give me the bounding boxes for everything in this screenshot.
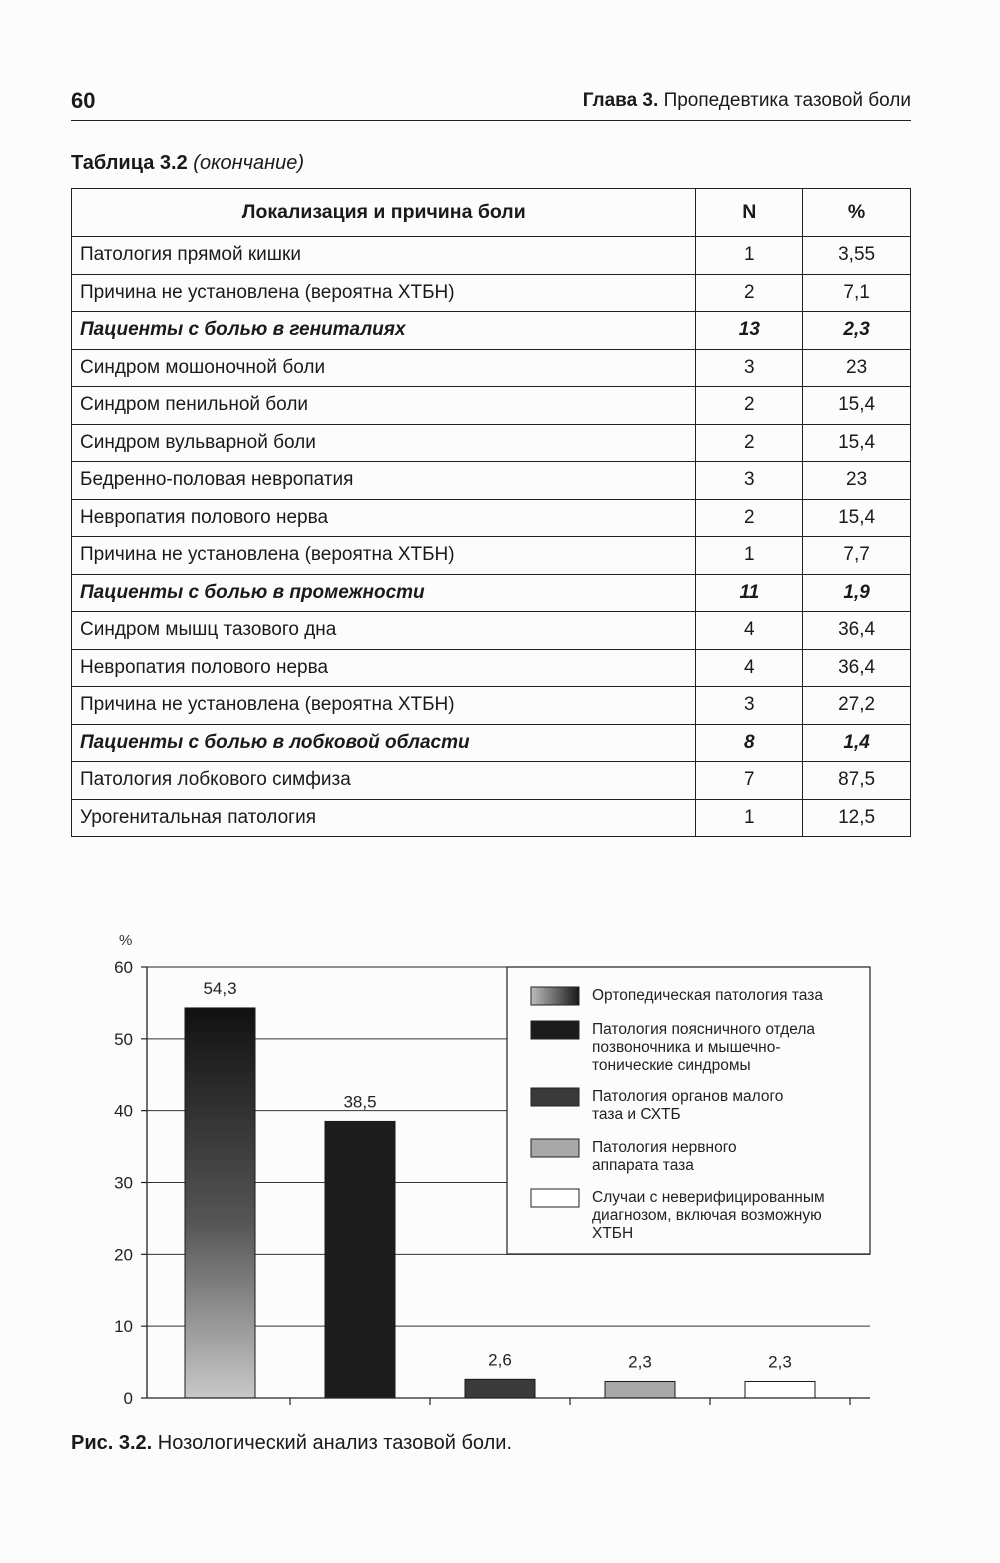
row-label: Синдром вульварной боли — [72, 424, 696, 462]
legend-entry-line: таза и СХТБ — [592, 1106, 681, 1123]
row-n: 1 — [696, 799, 803, 837]
row-percent: 87,5 — [803, 762, 911, 800]
row-percent: 12,5 — [803, 799, 911, 837]
y-tick-label: 50 — [114, 1029, 133, 1049]
bar — [185, 1008, 255, 1398]
running-head — [583, 90, 911, 112]
row-percent: 3,55 — [803, 237, 911, 275]
figure-caption-label: Рис. 3.2. — [71, 1432, 153, 1454]
y-tick-label: 60 — [114, 958, 133, 977]
row-label: Невропатия полового нерва — [72, 499, 696, 537]
legend-swatch — [531, 1021, 579, 1039]
figure-caption — [71, 1432, 512, 1455]
legend-entry-line: Случаи с неверифицированным — [592, 1189, 825, 1206]
bar — [465, 1379, 535, 1398]
bar-chart — [0, 920, 1000, 1420]
row-percent: 36,4 — [803, 649, 911, 687]
table-title-label: Таблица 3.2 — [71, 152, 188, 174]
row-percent: 7,1 — [803, 274, 911, 312]
legend-swatch — [531, 987, 579, 1005]
legend-entry-line: Патология поясничного отдела — [592, 1021, 816, 1038]
row-percent: 2,3 — [803, 312, 911, 350]
row-n: 2 — [696, 424, 803, 462]
page-number: 60 — [71, 88, 96, 113]
table-group-row — [72, 724, 911, 762]
row-label: Синдром мышц тазового дна — [72, 612, 696, 650]
legend-entry-line: диагнозом, включая возможную — [592, 1207, 822, 1224]
table-row — [72, 799, 911, 837]
row-label: Причина не установлена (вероятна ХТБН) — [72, 274, 696, 312]
row-n: 8 — [696, 724, 803, 762]
row-n: 3 — [696, 687, 803, 725]
data-table — [71, 188, 911, 837]
row-n: 13 — [696, 312, 803, 350]
legend-swatch — [531, 1189, 579, 1207]
chapter-label: Глава 3. — [582, 90, 659, 111]
column-header-percent: % — [803, 189, 911, 237]
row-label: Бедренно-половая невропатия — [72, 462, 696, 500]
y-tick-label: 20 — [114, 1245, 133, 1265]
table-row — [72, 462, 911, 500]
row-n: 3 — [696, 462, 803, 500]
legend-entry-line: позвоночника и мышечно- — [592, 1039, 781, 1056]
y-tick-label: 10 — [114, 1317, 133, 1337]
row-percent: 36,4 — [803, 612, 911, 650]
table-row — [72, 612, 911, 650]
legend-entry — [592, 987, 823, 1004]
row-n: 2 — [696, 499, 803, 537]
table-row — [72, 274, 911, 312]
row-percent: 1,9 — [803, 574, 911, 612]
y-tick-label: 40 — [114, 1101, 133, 1121]
table-row — [72, 762, 911, 800]
legend-swatch — [531, 1139, 579, 1157]
row-label: Синдром мошоночной боли — [72, 349, 696, 387]
row-n: 1 — [696, 237, 803, 275]
bar-value-label: 38,5 — [343, 1092, 377, 1112]
row-label: Синдром пенильной боли — [72, 387, 696, 425]
bar — [605, 1381, 675, 1398]
page-header — [71, 88, 911, 121]
column-header-n: N — [696, 189, 803, 237]
bar-value-label: 2,6 — [488, 1350, 512, 1370]
row-label: Патология прямой кишки — [72, 237, 696, 275]
table-row — [72, 499, 911, 537]
bar-value-label: 54,3 — [203, 978, 237, 998]
row-n: 4 — [696, 649, 803, 687]
table-title — [71, 152, 304, 175]
row-percent: 23 — [803, 349, 911, 387]
row-label: Причина не установлена (вероятна ХТБН) — [72, 687, 696, 725]
table-body — [72, 237, 911, 837]
legend-entry-line: Патология органов малого — [592, 1088, 784, 1105]
bar-value-label: 2,3 — [628, 1352, 652, 1372]
row-n: 7 — [696, 762, 803, 800]
table-row — [72, 349, 911, 387]
bar — [325, 1121, 395, 1398]
row-label: Пациенты с болью в лобковой области — [72, 724, 696, 762]
table-row — [72, 537, 911, 575]
table-row — [72, 687, 911, 725]
chapter-title: Пропедевтика тазовой боли — [663, 90, 911, 111]
legend-entry-line: аппарата таза — [592, 1157, 694, 1174]
legend-entry-line: Патология нервного — [592, 1139, 737, 1156]
table-row — [72, 387, 911, 425]
table-group-row — [72, 574, 911, 612]
bar-value-label: 2,3 — [768, 1352, 792, 1372]
row-percent: 27,2 — [803, 687, 911, 725]
row-percent: 15,4 — [803, 387, 911, 425]
row-n: 3 — [696, 349, 803, 387]
row-n: 11 — [696, 574, 803, 612]
row-label: Невропатия полового нерва — [72, 649, 696, 687]
row-percent: 15,4 — [803, 424, 911, 462]
table-group-row — [72, 312, 911, 350]
row-label: Урогенитальная патология — [72, 799, 696, 837]
row-label: Пациенты с болью в промежности — [72, 574, 696, 612]
table-row — [72, 237, 911, 275]
legend-swatch — [531, 1088, 579, 1106]
legend-entry-line: Ортопедическая патология таза — [592, 987, 823, 1004]
row-label: Патология лобкового симфиза — [72, 762, 696, 800]
column-header-location: Локализация и причина боли — [72, 189, 696, 237]
row-n: 2 — [696, 274, 803, 312]
row-label: Пациенты с болью в гениталиях — [72, 312, 696, 350]
table-row — [72, 649, 911, 687]
legend-entry-line: тонические синдромы — [592, 1057, 751, 1074]
row-n: 4 — [696, 612, 803, 650]
bar — [745, 1381, 815, 1398]
row-label: Причина не установлена (вероятна ХТБН) — [72, 537, 696, 575]
figure-caption-text: Нозологический анализ тазовой боли. — [157, 1432, 512, 1454]
y-tick-label: 0 — [123, 1389, 133, 1408]
row-n: 1 — [696, 537, 803, 575]
row-n: 2 — [696, 387, 803, 425]
legend-entry-line: ХТБН — [592, 1225, 634, 1242]
y-axis-label: % — [119, 932, 133, 949]
table-header-row — [72, 189, 911, 237]
row-percent: 7,7 — [803, 537, 911, 575]
table-row — [72, 424, 911, 462]
table-title-suffix: (окончание) — [193, 152, 305, 174]
y-tick-label: 30 — [114, 1173, 133, 1193]
row-percent: 1,4 — [803, 724, 911, 762]
row-percent: 15,4 — [803, 499, 911, 537]
row-percent: 23 — [803, 462, 911, 500]
